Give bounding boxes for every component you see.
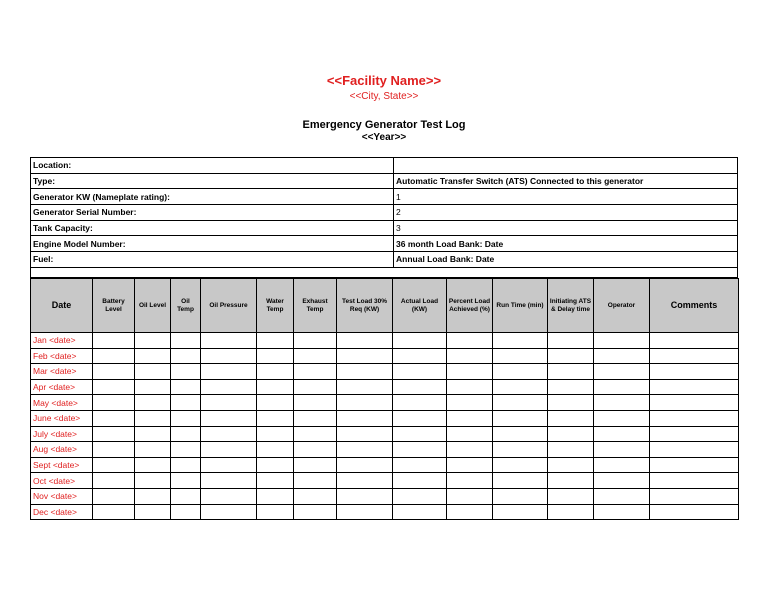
info-row-generator-kw <box>31 189 738 205</box>
log-cell[interactable] <box>201 426 257 442</box>
column-header: Battery Level <box>93 279 135 333</box>
log-cell[interactable] <box>594 426 650 442</box>
log-cell[interactable] <box>493 457 548 473</box>
log-cell[interactable] <box>337 333 393 349</box>
log-cell[interactable] <box>171 395 201 411</box>
log-cell[interactable] <box>171 426 201 442</box>
log-cell[interactable] <box>447 473 493 489</box>
log-cell[interactable] <box>257 395 294 411</box>
column-header: Oil Level <box>135 279 171 333</box>
log-cell[interactable] <box>548 379 594 395</box>
info-row-tank-capacity <box>31 220 738 236</box>
log-cell[interactable] <box>201 473 257 489</box>
log-cell[interactable] <box>548 473 594 489</box>
log-cell[interactable] <box>171 364 201 380</box>
log-cell[interactable] <box>493 333 548 349</box>
info-label: Engine Model Number: <box>31 236 394 252</box>
log-cell[interactable] <box>447 333 493 349</box>
log-cell[interactable] <box>548 504 594 520</box>
log-cell[interactable] <box>447 504 493 520</box>
log-cell[interactable] <box>135 395 171 411</box>
log-cell[interactable] <box>294 457 337 473</box>
date-cell[interactable]: Apr <date> <box>31 379 93 395</box>
log-cell[interactable] <box>493 379 548 395</box>
info-label: Fuel: <box>31 252 394 268</box>
log-cell[interactable] <box>294 364 337 380</box>
log-cell[interactable] <box>493 410 548 426</box>
log-cell[interactable] <box>201 504 257 520</box>
log-cell[interactable] <box>257 473 294 489</box>
log-cell[interactable] <box>337 426 393 442</box>
column-header: Initiating ATS & Delay time <box>548 279 594 333</box>
table-row <box>31 504 739 520</box>
log-cell[interactable] <box>493 348 548 364</box>
log-cell[interactable] <box>447 379 493 395</box>
log-cell[interactable] <box>594 488 650 504</box>
column-header: Oil Temp <box>171 279 201 333</box>
log-cell[interactable] <box>493 426 548 442</box>
table-row <box>31 410 739 426</box>
date-cell[interactable]: June <date> <box>31 410 93 426</box>
log-cell[interactable] <box>171 504 201 520</box>
log-cell[interactable] <box>171 457 201 473</box>
log-cell[interactable] <box>393 348 447 364</box>
info-value[interactable]: 3 <box>394 220 738 236</box>
log-cell[interactable] <box>493 473 548 489</box>
log-cell[interactable] <box>135 410 171 426</box>
log-cell[interactable] <box>171 473 201 489</box>
log-cell[interactable] <box>393 473 447 489</box>
log-cell[interactable] <box>171 379 201 395</box>
column-header: Actual Load (KW) <box>393 279 447 333</box>
log-cell[interactable] <box>201 333 257 349</box>
column-header: Water Temp <box>257 279 294 333</box>
log-cell[interactable] <box>594 442 650 458</box>
log-cell[interactable] <box>594 379 650 395</box>
info-value[interactable]: 36 month Load Bank: Date <box>394 236 738 252</box>
log-cell[interactable] <box>650 364 739 380</box>
table-row <box>31 395 739 411</box>
info-value[interactable]: Annual Load Bank: Date <box>394 252 738 268</box>
info-label: Tank Capacity: <box>31 220 394 236</box>
table-row <box>31 488 739 504</box>
date-cell[interactable]: Dec <date> <box>31 504 93 520</box>
log-cell[interactable] <box>447 395 493 411</box>
log-cell[interactable] <box>201 457 257 473</box>
log-cell[interactable] <box>548 348 594 364</box>
log-cell[interactable] <box>447 488 493 504</box>
log-cell[interactable] <box>594 395 650 411</box>
date-cell[interactable]: Nov <date> <box>31 488 93 504</box>
log-cell[interactable] <box>548 442 594 458</box>
log-cell[interactable] <box>493 488 548 504</box>
log-cell[interactable] <box>135 442 171 458</box>
log-cell[interactable] <box>171 333 201 349</box>
log-cell[interactable] <box>337 410 393 426</box>
log-cell[interactable] <box>294 410 337 426</box>
log-cell[interactable] <box>257 364 294 380</box>
log-cell[interactable] <box>171 348 201 364</box>
log-cell[interactable] <box>257 333 294 349</box>
date-cell[interactable]: Jan <date> <box>31 333 93 349</box>
column-header: Percent Load Achieved (%) <box>447 279 493 333</box>
log-cell[interactable] <box>135 364 171 380</box>
log-cell[interactable] <box>294 333 337 349</box>
info-row-engine-model <box>31 236 738 252</box>
log-cell[interactable] <box>650 457 739 473</box>
log-cell[interactable] <box>93 504 135 520</box>
city-state: <<City, State>> <box>349 91 419 102</box>
date-cell[interactable]: May <date> <box>31 395 93 411</box>
log-cell[interactable] <box>548 426 594 442</box>
log-cell[interactable] <box>337 442 393 458</box>
log-cell[interactable] <box>337 379 393 395</box>
log-cell[interactable] <box>201 488 257 504</box>
log-cell[interactable] <box>337 488 393 504</box>
log-cell[interactable] <box>294 473 337 489</box>
log-cell[interactable] <box>447 426 493 442</box>
log-cell[interactable] <box>171 442 201 458</box>
document-year: <<Year>> <box>361 132 407 143</box>
log-cell[interactable] <box>447 410 493 426</box>
log-cell[interactable] <box>650 473 739 489</box>
log-cell[interactable] <box>337 473 393 489</box>
log-cell[interactable] <box>93 442 135 458</box>
log-cell[interactable] <box>171 410 201 426</box>
date-cell[interactable]: Oct <date> <box>31 473 93 489</box>
log-cell[interactable] <box>650 379 739 395</box>
log-cell[interactable] <box>135 504 171 520</box>
log-cell[interactable] <box>650 348 739 364</box>
date-cell[interactable]: Mar <date> <box>31 364 93 380</box>
info-row-fuel <box>31 252 738 268</box>
log-body <box>31 333 739 520</box>
log-cell[interactable] <box>201 442 257 458</box>
log-cell[interactable] <box>257 442 294 458</box>
log-cell[interactable] <box>650 488 739 504</box>
log-cell[interactable] <box>393 426 447 442</box>
log-cell[interactable] <box>393 364 447 380</box>
log-cell[interactable] <box>594 348 650 364</box>
log-cell[interactable] <box>594 410 650 426</box>
table-row <box>31 348 739 364</box>
table-row <box>31 379 739 395</box>
log-cell[interactable] <box>337 348 393 364</box>
log-cell[interactable] <box>294 348 337 364</box>
spacer-cell <box>31 267 738 277</box>
log-cell[interactable] <box>650 410 739 426</box>
log-cell[interactable] <box>294 426 337 442</box>
table-row <box>31 426 739 442</box>
info-label: Generator Serial Number: <box>31 205 394 221</box>
log-cell[interactable] <box>447 364 493 380</box>
info-label: Generator KW (Nameplate rating): <box>31 189 394 205</box>
log-cell[interactable] <box>93 410 135 426</box>
log-cell[interactable] <box>548 333 594 349</box>
log-cell[interactable] <box>337 364 393 380</box>
date-cell[interactable]: Feb <date> <box>31 348 93 364</box>
log-cell[interactable] <box>135 457 171 473</box>
log-cell[interactable] <box>650 442 739 458</box>
log-cell[interactable] <box>294 504 337 520</box>
log-cell[interactable] <box>294 442 337 458</box>
log-cell[interactable] <box>337 457 393 473</box>
log-cell[interactable] <box>201 379 257 395</box>
info-row-location <box>31 158 738 174</box>
test-log-table <box>30 278 739 520</box>
info-label: Location: <box>31 158 394 174</box>
info-row-type <box>31 173 738 189</box>
log-cell[interactable] <box>393 410 447 426</box>
log-cell[interactable] <box>548 410 594 426</box>
info-value[interactable]: Automatic Transfer Switch (ATS) Connected to this generator <box>394 173 738 189</box>
log-cell[interactable] <box>650 333 739 349</box>
log-cell[interactable] <box>594 473 650 489</box>
column-header: Comments <box>650 279 739 333</box>
info-value[interactable] <box>394 158 738 174</box>
log-cell[interactable] <box>257 504 294 520</box>
info-value[interactable]: 2 <box>394 205 738 221</box>
log-cell[interactable] <box>548 364 594 380</box>
column-header: Date <box>31 279 93 333</box>
log-cell[interactable] <box>393 457 447 473</box>
log-cell[interactable] <box>294 379 337 395</box>
log-cell[interactable] <box>93 473 135 489</box>
log-cell[interactable] <box>257 457 294 473</box>
log-cell[interactable] <box>548 488 594 504</box>
log-cell[interactable] <box>548 457 594 473</box>
table-row <box>31 442 739 458</box>
log-cell[interactable] <box>201 395 257 411</box>
column-header: Oil Pressure <box>201 279 257 333</box>
log-cell[interactable] <box>393 442 447 458</box>
log-cell[interactable] <box>257 410 294 426</box>
log-cell[interactable] <box>337 504 393 520</box>
log-cell[interactable] <box>171 488 201 504</box>
log-cell[interactable] <box>294 395 337 411</box>
log-cell[interactable] <box>548 395 594 411</box>
log-cell[interactable] <box>93 333 135 349</box>
log-cell[interactable] <box>93 457 135 473</box>
log-cell[interactable] <box>294 488 337 504</box>
generator-info-table <box>30 157 738 278</box>
log-cell[interactable] <box>201 348 257 364</box>
log-cell[interactable] <box>201 410 257 426</box>
log-cell[interactable] <box>257 348 294 364</box>
date-cell[interactable]: Aug <date> <box>31 442 93 458</box>
log-cell[interactable] <box>447 457 493 473</box>
log-cell[interactable] <box>135 348 171 364</box>
info-value[interactable]: 1 <box>394 189 738 205</box>
table-row <box>31 473 739 489</box>
log-cell[interactable] <box>393 395 447 411</box>
column-header: Run Time (min) <box>493 279 548 333</box>
log-cell[interactable] <box>493 504 548 520</box>
log-cell[interactable] <box>594 504 650 520</box>
log-cell[interactable] <box>201 364 257 380</box>
log-cell[interactable] <box>135 333 171 349</box>
log-cell[interactable] <box>447 442 493 458</box>
log-cell[interactable] <box>493 395 548 411</box>
column-header: Exhaust Temp <box>294 279 337 333</box>
log-cell[interactable] <box>257 379 294 395</box>
log-cell[interactable] <box>93 488 135 504</box>
log-cell[interactable] <box>393 333 447 349</box>
log-cell[interactable] <box>447 348 493 364</box>
log-cell[interactable] <box>650 504 739 520</box>
log-cell[interactable] <box>93 395 135 411</box>
facility-name: <<Facility Name>> <box>326 73 442 88</box>
log-cell[interactable] <box>93 348 135 364</box>
log-cell[interactable] <box>93 426 135 442</box>
log-cell[interactable] <box>257 426 294 442</box>
date-cell[interactable]: Sept <date> <box>31 457 93 473</box>
log-cell[interactable] <box>93 364 135 380</box>
log-cell[interactable] <box>393 488 447 504</box>
log-cell[interactable] <box>135 488 171 504</box>
log-cell[interactable] <box>135 473 171 489</box>
document-title: Emergency Generator Test Log <box>302 119 466 131</box>
log-cell[interactable] <box>337 395 393 411</box>
table-row <box>31 457 739 473</box>
log-cell[interactable] <box>650 395 739 411</box>
log-cell[interactable] <box>135 379 171 395</box>
log-cell[interactable] <box>594 457 650 473</box>
log-cell[interactable] <box>493 442 548 458</box>
date-cell[interactable]: July <date> <box>31 426 93 442</box>
log-header-row <box>31 279 739 333</box>
log-cell[interactable] <box>93 379 135 395</box>
log-cell[interactable] <box>493 364 548 380</box>
column-header: Operator <box>594 279 650 333</box>
info-row-serial-number <box>31 205 738 221</box>
info-row-spacer <box>31 267 738 277</box>
log-cell[interactable] <box>393 379 447 395</box>
log-cell[interactable] <box>393 504 447 520</box>
info-label: Type: <box>31 173 394 189</box>
log-cell[interactable] <box>594 364 650 380</box>
column-header: Test Load 30% Req (KW) <box>337 279 393 333</box>
log-cell[interactable] <box>650 426 739 442</box>
log-cell[interactable] <box>257 488 294 504</box>
table-row <box>31 364 739 380</box>
log-cell[interactable] <box>135 426 171 442</box>
table-row <box>31 333 739 349</box>
log-cell[interactable] <box>594 333 650 349</box>
